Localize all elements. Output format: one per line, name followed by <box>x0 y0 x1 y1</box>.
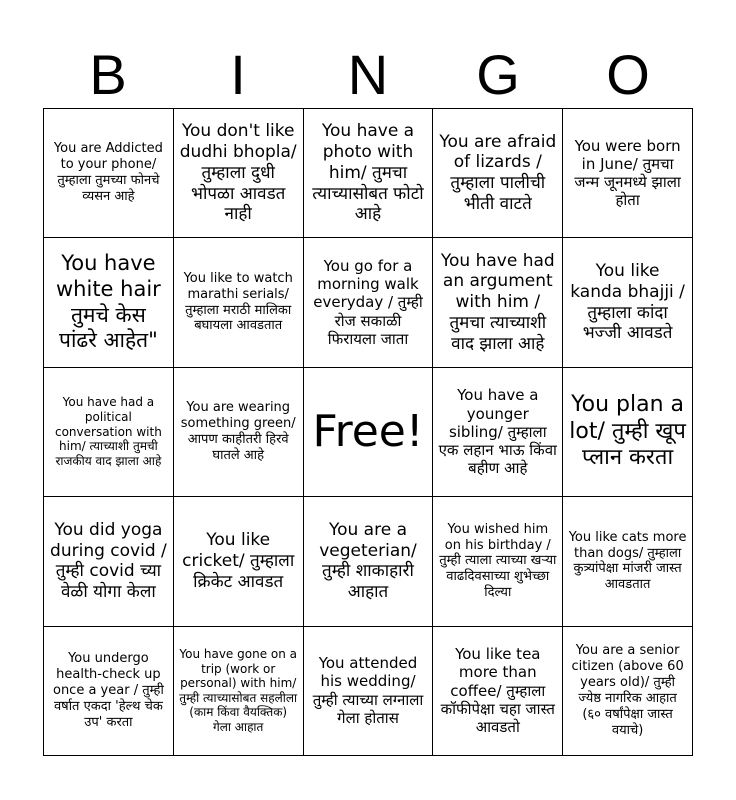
cell-text: You were born in June/ तुमचा जन्म जूनमध्ये झाला होता <box>574 136 681 210</box>
header-letter-b: B <box>89 43 127 106</box>
cell-text: You like cats more than dogs/ तुम्हाला कुत्र्यांपेक्षा मांजरी जास्त आवडतात <box>568 529 687 593</box>
bingo-cell[interactable] <box>433 109 563 238</box>
bingo-header <box>43 42 693 108</box>
cell-text: You wished him on his birthday / तुम्ही त्याला त्याच्या खऱ्या वाढदिवसाच्या शुभेच्छा दिल्या <box>439 521 557 601</box>
bingo-cell[interactable] <box>174 238 304 367</box>
header-letter-o: O <box>606 43 650 106</box>
header-letter-i: I <box>230 43 246 106</box>
bingo-cell[interactable] <box>563 627 693 756</box>
bingo-cell[interactable] <box>174 368 304 497</box>
bingo-cell[interactable] <box>174 109 304 238</box>
cell-text: You have gone on a trip (work or personal) with him/ तुम्ही त्याच्यासोबत सहलीला (काम किंवा वैयक्तिक) गेला आहात <box>179 646 298 735</box>
bingo-cell[interactable] <box>433 627 563 756</box>
cell-text: You have had an argument with him / तुमचा त्याच्याशी वाद झाला आहे <box>440 250 555 354</box>
free-space[interactable] <box>304 368 434 497</box>
cell-text: You have had a political conversation with him/ त्याच्याशी तुमची राजकीय वाद झाला आहे <box>54 395 162 468</box>
bingo-cell[interactable] <box>563 497 693 626</box>
cell-text: You go for a morning walk everyday / तुम्ही रोज सकाळी फिरायला जाता <box>313 256 423 349</box>
bingo-cell[interactable] <box>433 238 563 367</box>
bingo-cell[interactable] <box>304 627 434 756</box>
cell-text: You are a senior citizen (above 60 years old)/ तुम्ही ज्येष्ठ नागरिक आहात (६० वर्षांपेक्षा जास्त वयाचे) <box>571 643 684 738</box>
cell-text: You like cricket/ तुम्हाला क्रिकेट आवडत <box>182 530 295 592</box>
bingo-cell[interactable] <box>304 238 434 367</box>
free-space-label: Free! <box>312 406 424 458</box>
bingo-cell[interactable] <box>304 497 434 626</box>
bingo-cell[interactable] <box>44 368 174 497</box>
bingo-cell[interactable] <box>563 368 693 497</box>
cell-text: You undergo health-check up once a year / तुम्ही वर्षात एकदा 'हेल्थ चेक उप' करता <box>52 651 164 730</box>
bingo-cell[interactable] <box>563 238 693 367</box>
bingo-cell[interactable] <box>433 497 563 626</box>
cell-text: You attended his wedding/ तुम्ही त्याच्या लग्नाला गेला होतास <box>312 654 424 728</box>
header-letter-g: G <box>476 43 520 106</box>
cell-text: You like to watch marathi serials/ तुम्हाला मराठी मालिका बघायला आवडतात <box>183 270 293 334</box>
bingo-board <box>43 108 693 756</box>
cell-text: You like kanda bhajji / तुम्हाला कांदा भज्जी आवडते <box>570 261 685 344</box>
bingo-cell[interactable] <box>174 627 304 756</box>
header-letter-n: N <box>347 43 389 106</box>
bingo-cell[interactable] <box>304 109 434 238</box>
bingo-cell[interactable] <box>44 238 174 367</box>
cell-text: You have white hair तुमचे केस पांढरे आहेत" <box>56 251 161 353</box>
cell-text: You don't like dudhi bhopla/ तुम्हाला दुधी भोपळा आवडत नाही <box>179 121 297 225</box>
cell-text: You are Addicted to your phone/ तुम्हाला तुमच्या फोनचे व्यसन आहे <box>53 141 163 205</box>
cell-text: You are afraid of lizards / तुम्हाला पालीची भीती वाटते <box>439 131 557 214</box>
bingo-cell[interactable] <box>44 627 174 756</box>
cell-text: You like tea more than coffee/ तुम्हाला कॉफीपेक्षा चहा जास्त आवडतो <box>440 645 555 737</box>
cell-text: You have a younger sibling/ तुम्हाला एक लहान भाऊ किंवा बहीण आहे <box>438 386 557 478</box>
cell-text: You did yoga during covid / तुम्ही covid च्या वेळी योगा केला <box>50 519 167 603</box>
cell-text: You are a vegeterian/ तुम्ही शाकाहारी आहात <box>319 519 417 603</box>
cell-text: You are wearing something green/ आपण काहीतरी हिरवे घातले आहे <box>180 400 296 463</box>
bingo-cell[interactable] <box>433 368 563 497</box>
bingo-cell[interactable] <box>44 109 174 238</box>
bingo-cell[interactable] <box>563 109 693 238</box>
bingo-cell[interactable] <box>174 497 304 626</box>
cell-text: You have a photo with him/ तुमचा त्याच्यासोबत फोटो आहे <box>312 121 424 225</box>
cell-text: You plan a lot/ तुम्ही खूप प्लान करता <box>569 391 686 471</box>
bingo-cell[interactable] <box>44 497 174 626</box>
